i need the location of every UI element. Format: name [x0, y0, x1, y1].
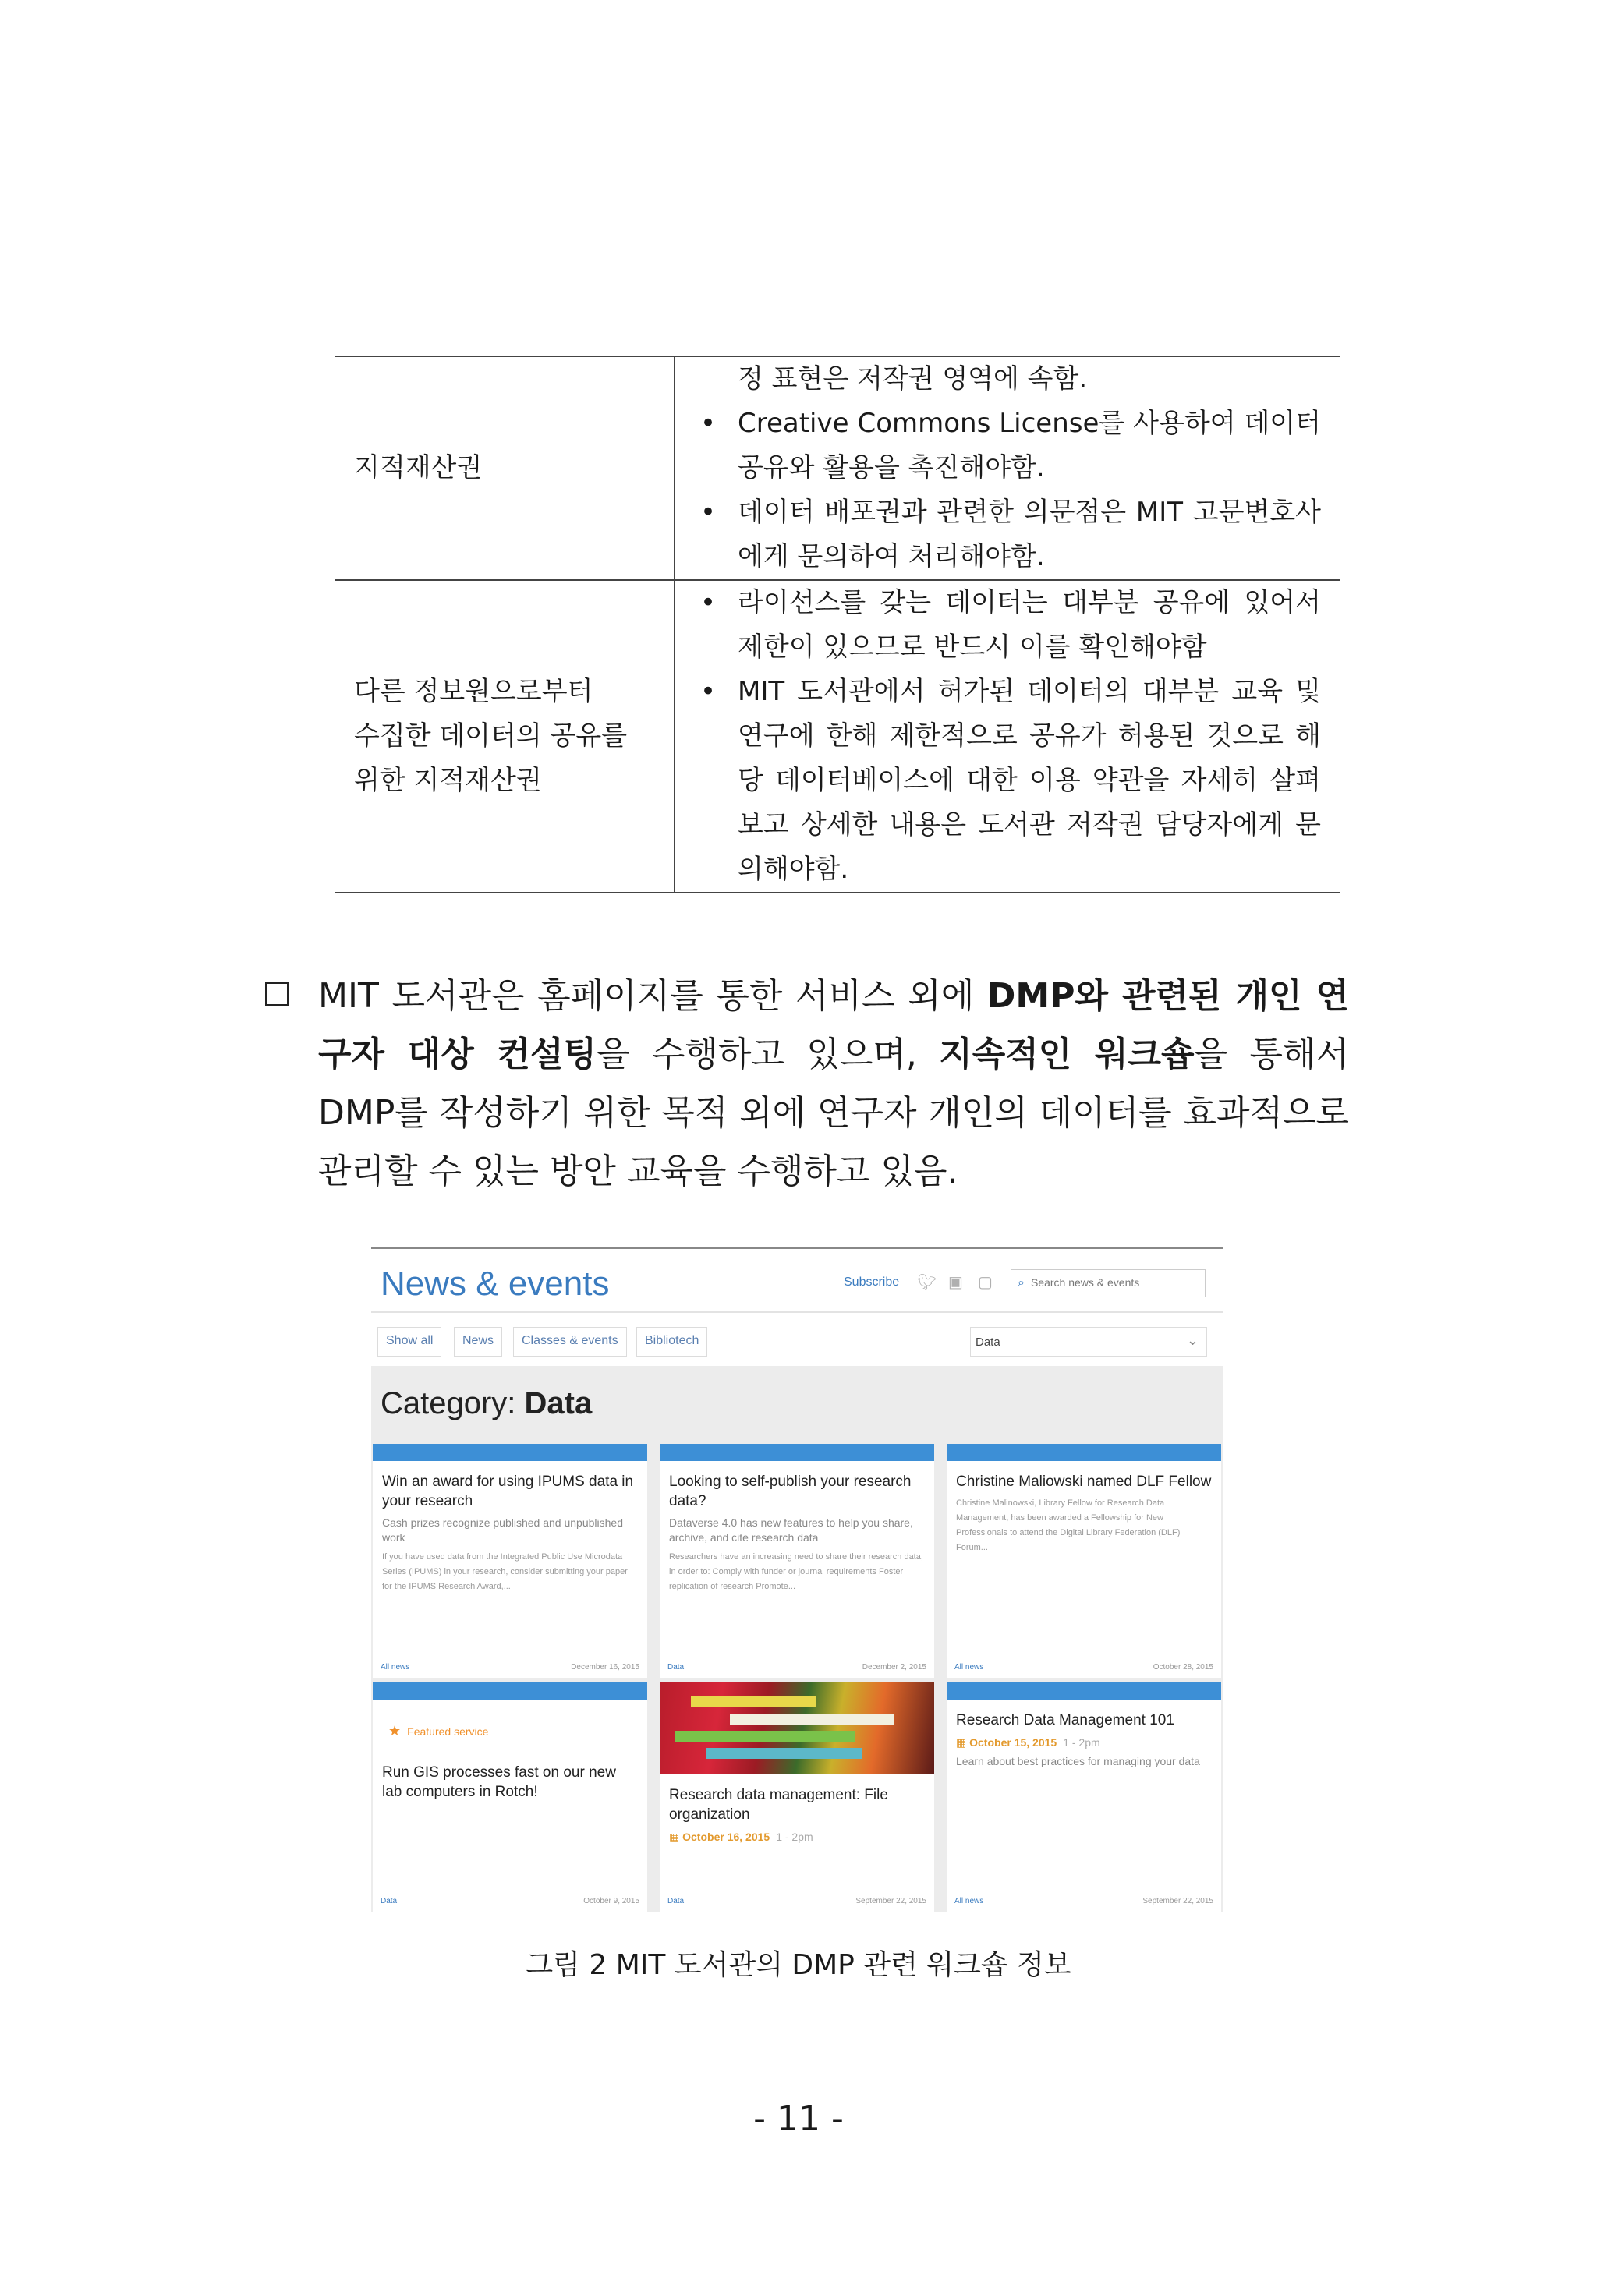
- row-header-line: 수집한 데이터의 공유를: [354, 720, 628, 752]
- news-card[interactable]: [660, 1444, 934, 1678]
- category-select-value: Data: [976, 1336, 1000, 1349]
- row-header-line: 다른 정보원으로부터: [354, 676, 593, 707]
- subscribe-link[interactable]: Subscribe: [844, 1275, 900, 1289]
- card-tag-link[interactable]: Data: [667, 1663, 685, 1672]
- card-color-bar: [947, 1444, 1221, 1461]
- row-header-line: 지적재산권: [354, 452, 483, 483]
- card-title[interactable]: Christine Maliowski named DLF Fellow: [956, 1473, 1212, 1490]
- card-title[interactable]: Research Data Management 101: [956, 1712, 1174, 1728]
- card-subtitle: Cash prizes recognize published and unpublished work: [382, 1516, 623, 1544]
- row-header-line: 위한 지적재산권: [354, 765, 542, 796]
- para-bold-segment: 지속적인 워크숍: [939, 1035, 1195, 1074]
- para-segment: MIT 도서관은 홈페이지를 통한 서비스 외에: [318, 976, 987, 1016]
- search-icon: ⌕: [1018, 1276, 1025, 1290]
- tab-classes-events[interactable]: Classes & events: [513, 1327, 627, 1357]
- card-footer: [381, 1897, 639, 1905]
- card-date: October 9, 2015: [583, 1897, 639, 1905]
- card-footer: [667, 1663, 926, 1672]
- category-value: Data: [524, 1386, 593, 1420]
- card-date: September 22, 2015: [855, 1897, 926, 1905]
- card-tag-link[interactable]: All news: [954, 1663, 984, 1672]
- bullet-item: • 데이터 배포권과 관련한 의문점은 MIT 고문변호사에게 문의하여 처리해야함.: [696, 490, 1321, 579]
- folder-shape: [691, 1696, 816, 1707]
- card-title[interactable]: Research data management: File organization: [669, 1787, 888, 1823]
- news-events-screenshot: [371, 1247, 1223, 1912]
- row-content: [675, 580, 1340, 893]
- header-divider: [371, 1311, 1223, 1313]
- search-placeholder: Search news & events: [1030, 1276, 1140, 1289]
- row-header: [335, 356, 675, 580]
- chevron-down-icon: ⌄: [1186, 1332, 1199, 1348]
- card-photo: [660, 1682, 934, 1774]
- card-color-bar: [660, 1444, 934, 1461]
- card-footer: [381, 1663, 639, 1672]
- category-label: Category:: [381, 1386, 516, 1420]
- facebook-icon[interactable]: ▣: [948, 1274, 963, 1291]
- table-row: [335, 356, 1340, 580]
- folder-shape: [730, 1714, 894, 1725]
- card-tag-link[interactable]: All news: [954, 1897, 984, 1905]
- news-card[interactable]: [373, 1444, 647, 1678]
- page-title: News & events: [381, 1265, 610, 1303]
- folder-shape: [706, 1748, 862, 1759]
- star-icon: ★: [388, 1723, 402, 1739]
- event-info: [669, 1831, 925, 1844]
- continuation-text: 정 표현은 저작권 영역에 속함.: [738, 363, 1088, 394]
- tab-show-all[interactable]: Show all: [377, 1327, 441, 1357]
- card-date: September 22, 2015: [1142, 1897, 1213, 1905]
- card-footer: [954, 1663, 1213, 1672]
- card-tag-link[interactable]: All news: [381, 1663, 410, 1672]
- card-title[interactable]: Looking to self-publish your research data?: [669, 1473, 912, 1509]
- card-description: Learn about best practices for managing your data: [956, 1755, 1200, 1767]
- card-title[interactable]: Run GIS processes fast on our new lab computers in Rotch!: [382, 1764, 616, 1800]
- event-date: October 16, 2015: [682, 1831, 770, 1843]
- event-date: October 15, 2015: [969, 1736, 1057, 1749]
- card-tag-link[interactable]: Data: [667, 1897, 685, 1905]
- event-time: 1 - 2pm: [776, 1831, 813, 1843]
- calendar-icon: ▦: [956, 1736, 967, 1749]
- search-input[interactable]: [1011, 1269, 1206, 1297]
- figure-caption: 그림 2 MIT 도서관의 DMP 관련 워크숍 정보: [526, 1949, 1071, 1981]
- category-select[interactable]: [970, 1327, 1207, 1357]
- para-bold-segment: DMP와 관련된 개인 연구자 대상 컨설팅: [318, 976, 1349, 1074]
- para-segment: 을 통해서 DMP를 작성하기 위한 목적 외에 연구자 개인의 데이터를 효과적으로 관리할 수 있는 방안 교육을 수행하고 있음.: [318, 1035, 1349, 1191]
- category-heading: [381, 1386, 592, 1421]
- twitter-icon[interactable]: 🐦︎: [917, 1274, 937, 1291]
- card-subtitle: Dataverse 4.0 has new features to help you share, archive, and cite research data: [669, 1516, 913, 1544]
- news-card[interactable]: [947, 1444, 1221, 1678]
- news-card[interactable]: [660, 1682, 934, 1912]
- bullet-list: [696, 581, 1321, 892]
- bullet-item: • 라이선스를 갖는 데이터는 대부분 공유에 있어서 제한이 있으므로 반드시 이를 확인해야함: [696, 581, 1321, 670]
- card-description: Researchers have an increasing need to share their research data, in order to: Comply with funder or journal requirements Foster replication of research Promote...: [669, 1552, 923, 1591]
- bullet-item: • Creative Commons License를 사용하여 데이터 공유와 활용을 촉진해야함.: [696, 402, 1321, 490]
- card-date: December 16, 2015: [571, 1663, 639, 1672]
- news-card[interactable]: [373, 1682, 647, 1912]
- card-title[interactable]: Win an award for using IPUMS data in your research: [382, 1473, 634, 1509]
- card-footer: [954, 1897, 1213, 1905]
- row-content: [675, 356, 1340, 580]
- para-segment: 을 수행하고 있으며,: [597, 1035, 940, 1074]
- paragraph-text: [318, 967, 1349, 1201]
- tab-news[interactable]: News: [454, 1327, 502, 1357]
- calendar-icon: ▦: [669, 1831, 680, 1843]
- card-date: December 2, 2015: [862, 1663, 926, 1672]
- card-description: Christine Malinowski, Library Fellow for Research Data Management, has been awarded a Fellowship for New Professionals to attend the Digital Library Federation (DLF) Forum...: [956, 1498, 1181, 1552]
- featured-badge: [388, 1723, 638, 1739]
- card-color-bar: [373, 1444, 647, 1461]
- instagram-icon[interactable]: ▢: [978, 1274, 993, 1291]
- featured-label: Featured service: [407, 1725, 489, 1738]
- card-color-bar: [373, 1682, 647, 1700]
- card-date: October 28, 2015: [1153, 1663, 1213, 1672]
- table-row: [335, 580, 1340, 893]
- card-footer: [667, 1897, 926, 1905]
- bullet-item: • MIT 도서관에서 허가된 데이터의 대부분 교육 및 연구에 한해 제한적으로 공유가 허용된 것으로 해당 데이터베이스에 대한 이용 약관을 자세히 살펴보고 상세한 내용은 도서관 저작권 담당자에게 문의해야함.: [696, 670, 1321, 892]
- event-info: [956, 1736, 1212, 1749]
- tab-bibliotech[interactable]: Bibliotech: [636, 1327, 707, 1357]
- card-tag-link[interactable]: Data: [381, 1897, 398, 1905]
- event-time: 1 - 2pm: [1063, 1736, 1100, 1749]
- row-header: [335, 580, 675, 893]
- folder-shape: [675, 1731, 855, 1742]
- bullet-list: [696, 402, 1321, 579]
- body-paragraph: [265, 967, 1349, 1201]
- checkbox-bullet-icon: [265, 982, 289, 1006]
- news-card[interactable]: [947, 1682, 1221, 1912]
- card-description: If you have used data from the Integrated Public Use Microdata Series (IPUMS) in your research, consider submitting your paper for the IPUMS Research Award,...: [382, 1552, 628, 1591]
- card-color-bar: [947, 1682, 1221, 1700]
- page-number: - 11 -: [753, 2099, 844, 2139]
- ip-rights-table: [335, 356, 1340, 893]
